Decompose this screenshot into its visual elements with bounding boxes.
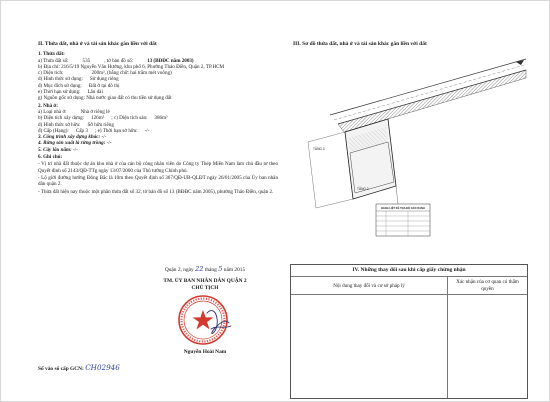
place-date [115,266,295,274]
perennial-value: -/- [72,146,78,153]
section-land-house [38,41,278,195]
signer-role: CHỦ TỊCH [191,284,219,291]
neighbor-lot-label: TẦNG 3 [313,147,325,151]
origin-row [38,95,278,101]
issuing-authority: TM. ỦY BAN NHÂN DÂN QUẬN 2 [163,277,247,284]
origin-label: g) Nguồn gốc sử dụng: [38,95,85,102]
parcel-map [290,54,528,240]
registry-label: Số vào sổ cấp GCN: [38,366,84,372]
own-term-label: ; e) Thời hạn sở hữu: [94,127,138,134]
land-heading: 1. Thửa đất: [38,51,65,58]
note-item: - Lộ giới đường hướng Đông Bắc là 10m theo Quyết định số 367/QĐ-UB-QLĐT ngày 26/01/2005 của Ủy ban nhân dân quận 2. [38,174,278,188]
place-prefix: Quận 2, ngày [164,267,194,273]
plot-number-value: 535 [82,57,91,64]
section-4-title: IV. Những thay đổi sau khi cấp giấy chứng nhận [291,265,527,277]
sign-year: 2015 [234,267,246,273]
ownership-label: d) Hình thức sở hữu: [38,121,81,128]
note-item: - Thửa đất hiện nay thuộc một phần thửa đất số 32, tờ bản đồ số 13 (BĐĐC năm 2005), phường Thảo Điền, quận 2. [38,188,274,195]
term-label: e) Thời hạn sử dụng: [38,89,81,96]
sign-month: 5 [218,265,223,273]
note-item: - Vị trí nhà đất thuộc dự án khu nhà ở của cán bộ công nhân viên do Công ty Thép Miền Nam làm chủ đầu tư theo Quyết định số 2143/QĐ-TTg ngày 13/07/2000 của Thủ tướng Chính phủ. [38,161,278,174]
address-label: b) Địa chỉ: [38,63,60,70]
month-label: tháng [204,267,217,273]
registry-number: CH02946 [85,363,120,372]
road-setback-strip [338,70,526,132]
notes-list [38,161,278,194]
sign-day: 22 [195,265,204,273]
grade-label: đ) Cấp (Hạng): [38,127,69,134]
area-value: 200m² [91,70,105,77]
column-header-confirmation: Xác nhận của cơ quan có thẩm quyền [456,279,519,292]
floor-area-value: 386m² [154,115,168,122]
grade-value: Cấp 3 [75,127,88,134]
map-sheet-label: , tờ bản đồ số: [104,57,134,64]
perennial-label: 5. Cây lâu năm: [38,146,72,153]
map-sheet-value: 13 (BĐĐC năm 2003) [147,57,194,64]
house-type-value: Nhà ở riêng lẻ [80,108,110,115]
changes-section [290,264,528,399]
seal-stamp [177,293,233,347]
road-centerline [334,65,526,121]
signature-block [115,266,295,356]
forest-label: 4. Rừng sản xuất là rừng trồng: [38,140,106,147]
other-works-label: 3. Công trình xây dựng khác: [38,134,101,141]
purpose-value: Đất ở tại đô thị [88,82,120,89]
house-heading: 2. Nhà ở: [38,102,58,109]
seal-area [115,293,295,347]
term-value: Lâu dài [87,89,103,96]
build-area-value: 126m² [91,115,105,122]
address-value: 216/5/19 Nguyễn Văn Hưởng, khu phố 6, Phường Thảo Điền, Quận 2, TP.HCM [61,63,225,70]
changes-confirmation-cell [448,295,527,398]
subject-parcel [345,119,396,199]
registry-number-row [38,363,120,372]
column-header-content: Nội dung thay đổi và cơ sở pháp lý [291,277,448,294]
seal-star-icon [193,310,214,329]
area-in-words: , (bằng chữ: hai trăm mét vuông) [104,70,172,77]
signer-name: Nguyễn Hoài Nam [183,349,227,356]
changes-table-header [291,277,527,295]
house-type-label: a) Loại nhà ở: [38,108,67,115]
purpose-label: đ) Mục đích sử dụng: [38,82,82,89]
forest-value: -/- [106,140,112,147]
plot-number-label: a) Thửa đất số: [38,57,69,64]
changes-content-cell [291,295,448,398]
other-works-value: -/- [101,134,107,141]
origin-value: Nhà nước giao đất có thu tiền sử dụng đất [86,95,172,102]
year-label: năm [223,267,234,273]
section-3-title: III. Sơ đồ thửa đất, nhà ở và tài sản khác gắn liền với đất [293,41,427,47]
notes-heading: 6. Ghi chú: [38,154,63,161]
changes-table-body [291,295,527,398]
build-area-label: b) Diện tích xây dựng: [38,115,85,122]
coordinate-table-title: BẢNG LIỆT KÊ TỌA ĐỘ GÓC RANH [381,207,425,210]
use-form-value: Sử dụng riêng [89,76,119,83]
own-term-value: -/- [144,127,150,134]
area-label: c) Diện tích: [38,70,64,77]
parcel-label: TẦNG 2 [357,187,369,191]
section-2-title: II. Thửa đất, nhà ở và tài sản khác gắn liền với đất [38,41,157,47]
perennial-row [38,147,278,153]
floor-area-label: ; c) Diện tích sàn: [111,115,148,122]
use-form-label: d) Hình thức sử dụng: [38,76,83,83]
ownership-value: Sở hữu riêng [87,121,114,128]
leader-line [396,186,398,204]
